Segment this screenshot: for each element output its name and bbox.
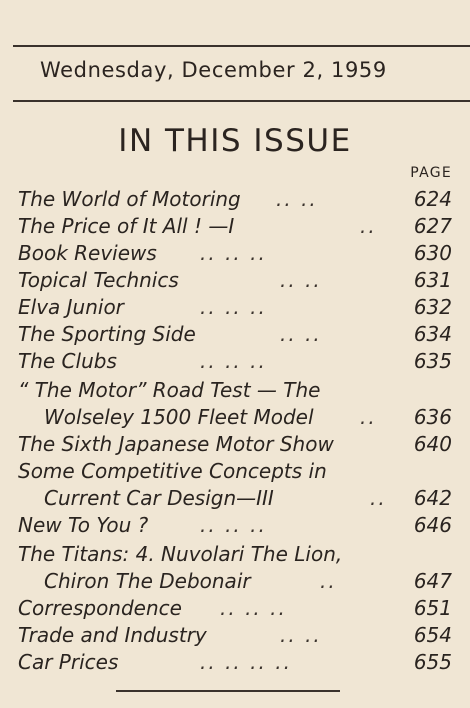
dot-leader: .. .. .. .. (200, 650, 292, 674)
entry-page: 631 (413, 268, 452, 292)
entry-title: New To You ? (18, 513, 149, 537)
entry-page: 646 (413, 513, 452, 537)
contents-entry[interactable] (18, 595, 452, 622)
contents-entry[interactable] (18, 485, 452, 512)
entry-title: Book Reviews (18, 241, 157, 265)
entry-page: 624 (413, 187, 452, 211)
entry-page: 647 (413, 569, 452, 593)
entry-title: Chiron The Debonair (44, 569, 251, 593)
dot-leader: .. .. (276, 187, 318, 211)
contents-entry[interactable] (18, 240, 452, 267)
issue-dateline: Wednesday, December 2, 1959 (40, 58, 387, 82)
entry-title: Elva Junior (18, 295, 124, 319)
entry-title: The Titans: 4. Nuvolari The Lion, (18, 542, 343, 566)
dot-leader: .. .. .. (200, 295, 267, 319)
contents-entry[interactable] (18, 568, 452, 595)
contents-entry[interactable] (18, 404, 452, 431)
entry-page: 655 (413, 650, 452, 674)
entry-page: 651 (413, 596, 452, 620)
entry-page: 627 (413, 214, 452, 238)
entry-title: The World of Motoring (18, 187, 241, 211)
contents-entry[interactable] (18, 541, 452, 568)
entry-title: The Price of It All ! —I (18, 214, 235, 238)
entry-title: Trade and Industry (18, 623, 207, 647)
bottom-rule (116, 690, 340, 692)
entry-page: 654 (413, 623, 452, 647)
dot-leader: .. .. (280, 322, 322, 346)
contents-entry[interactable] (18, 348, 452, 375)
entry-title: Current Car Design—III (44, 486, 274, 510)
contents-entry[interactable] (18, 431, 452, 458)
entry-page: 630 (413, 241, 452, 265)
dot-leader: .. .. (280, 623, 322, 647)
dot-leader: .. .. .. (200, 241, 267, 265)
entry-title: Car Prices (18, 650, 119, 674)
dot-leader: .. (360, 405, 377, 429)
contents-entry[interactable] (18, 213, 452, 240)
contents-entry[interactable] (18, 294, 452, 321)
contents-entry[interactable] (18, 377, 452, 404)
contents-entry[interactable] (18, 622, 452, 649)
dot-leader: .. (320, 569, 337, 593)
page-column-header: PAGE (410, 165, 452, 181)
dot-leader: .. .. .. (220, 596, 287, 620)
entry-page: 636 (413, 405, 452, 429)
entry-title: The Clubs (18, 349, 117, 373)
entry-title: The Sixth Japanese Motor Show (18, 432, 334, 456)
contents-entry[interactable] (18, 512, 452, 539)
top-rule (13, 45, 470, 47)
entry-title: Correspondence (18, 596, 182, 620)
dot-leader: .. .. .. (200, 349, 267, 373)
dot-leader: .. .. .. (200, 513, 267, 537)
dot-leader: .. .. (280, 268, 322, 292)
contents-entry[interactable] (18, 267, 452, 294)
entry-title: Some Competitive Concepts in (18, 459, 327, 483)
entry-title: “ The Motor” Road Test — The (18, 378, 321, 402)
contents-entry[interactable] (18, 458, 452, 485)
contents-heading: IN THIS ISSUE (118, 123, 352, 159)
entry-title: Topical Technics (18, 268, 179, 292)
entry-title: The Sporting Side (18, 322, 196, 346)
entry-page: 634 (413, 322, 452, 346)
entry-page: 632 (413, 295, 452, 319)
entry-title: Wolseley 1500 Fleet Model (44, 405, 314, 429)
dateline-rule (13, 100, 470, 102)
entry-page: 635 (413, 349, 452, 373)
contents-entry[interactable] (18, 321, 452, 348)
dot-leader: .. (370, 486, 387, 510)
contents-entry[interactable] (18, 186, 452, 213)
entry-page: 642 (413, 486, 452, 510)
contents-entry[interactable] (18, 649, 452, 676)
dot-leader: .. (360, 214, 377, 238)
entry-page: 640 (413, 432, 452, 456)
